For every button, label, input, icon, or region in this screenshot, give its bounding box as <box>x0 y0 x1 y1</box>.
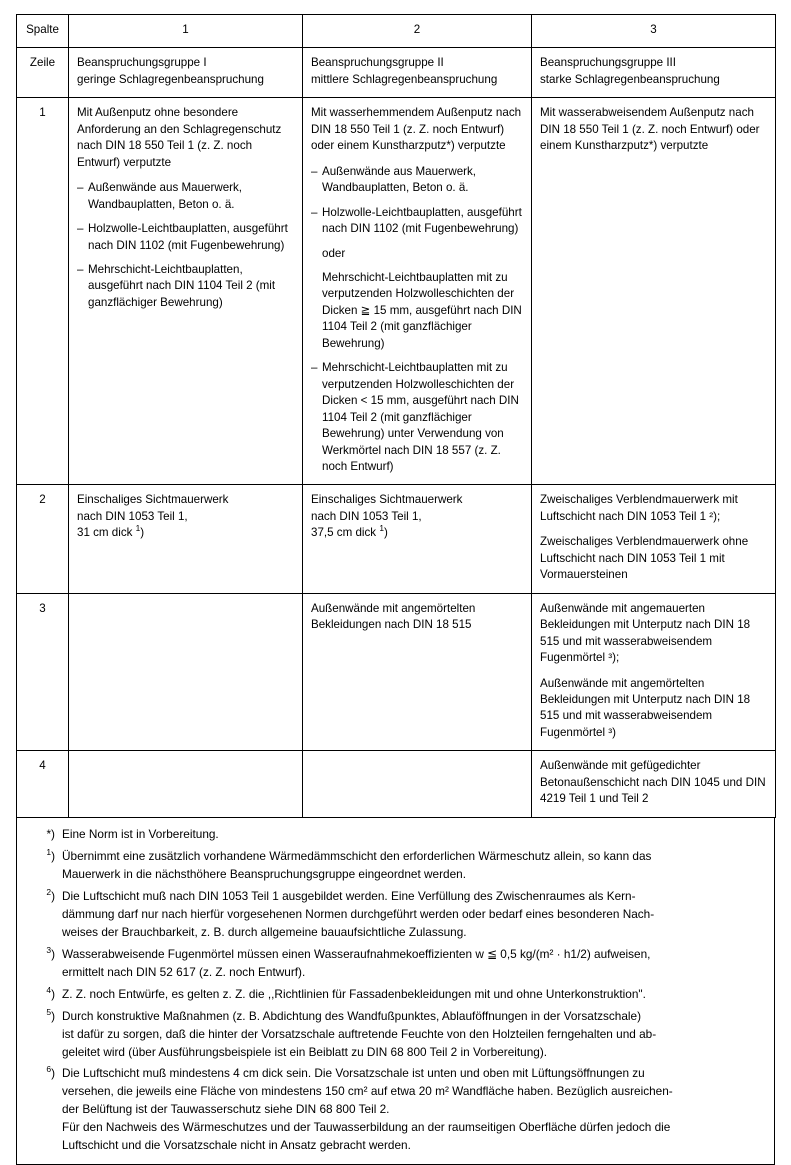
table-row <box>17 593 776 751</box>
footnote-line: Für den Nachweis des Wärmeschutzes und der Tauwasserbildung an der raumseitigen Oberfläche dürfen jedoch die <box>62 1120 671 1135</box>
row-1-col-1-list <box>77 180 294 311</box>
requirements-table <box>16 14 776 818</box>
footnote-marker: $^5$) <box>46 1006 55 1023</box>
row-2-col-3-a: Zweischaliges Verblendmauerwerk mit Luftschicht nach DIN 1053 Teil 1 ²); <box>540 493 738 523</box>
footnote-1 <box>29 848 762 883</box>
footnote-body <box>62 1008 762 1061</box>
row-label-4: 4 <box>17 751 69 817</box>
subheader-row-label: Zeile <box>17 48 69 98</box>
row-label-2: 2 <box>17 485 69 593</box>
list-item: – Holzwolle-Leichtbauplatten, ausgeführt nach DIN 1102 (mit Fugenbewehrung) <box>311 205 523 238</box>
row-2-col-2-thickness: 37,5 cm dick <box>311 526 380 540</box>
list-item: – Außenwände aus Mauerwerk, Wandbauplatten, Beton o. ä. <box>311 164 523 197</box>
subheader-group-2-line1: Beanspruchungsgruppe II <box>311 56 444 70</box>
footnote-marker-sup: 3 <box>46 944 52 955</box>
table-row <box>17 751 776 817</box>
row-label-1: 1 <box>17 98 69 485</box>
row-label-3: 3 <box>17 593 69 751</box>
list-item: – Außenwände aus Mauerwerk, Wandbauplatten, Beton o. ä. <box>77 180 294 213</box>
footnote-body <box>62 848 762 883</box>
footnote-line: Luftschicht und die Vorsatzschale nicht in Ansatz gebracht werden. <box>62 1138 411 1153</box>
row-2-col-2-line3: 37,5 cm dick $^1$) <box>311 523 388 540</box>
row-3-col-1 <box>69 593 303 751</box>
row-1-col-3 <box>532 98 776 485</box>
subheader-group-1-line1: Beanspruchungsgruppe I <box>77 56 207 70</box>
table-row <box>17 485 776 593</box>
footnote-line: Die Luftschicht muß mindestens 4 cm dick sein. Die Vorsatzschale ist unten und oben mit Lüftungsöffnungen zu <box>62 1066 645 1081</box>
row-3-col-3-b: Außenwände mit angemörtelten Bekleidungen mit Unterputz nach DIN 18 515 und mit wasserabweisendem Fugenmörtel ³) <box>540 676 751 739</box>
list-item-oder: oder <box>322 246 346 260</box>
footnote-body <box>62 826 762 843</box>
footnote-marker-sup: 4 <box>46 984 52 995</box>
subheader-group-3-line2: starke Schlagregenbeanspruchung <box>540 72 720 86</box>
row-3-col-3 <box>532 593 776 751</box>
row-2-col-1 <box>69 485 303 593</box>
table-subheader-row <box>17 48 776 98</box>
footnote-4 <box>29 986 762 1003</box>
subheader-group-2-line2: mittlere Schlagregenbeanspruchung <box>311 72 498 86</box>
row-3-col-2 <box>303 593 532 751</box>
subheader-group-3 <box>532 48 776 98</box>
footnote-body <box>62 1065 762 1154</box>
footnote-marker-sup: 2 <box>46 886 52 897</box>
row-1-col-1-intro: Mit Außenputz ohne besondere Anforderung an den Schlagregenschutz nach DIN 18 550 Teil 1 (z. Z. noch Entwurf) verputzte <box>77 106 282 169</box>
row-1-col-1 <box>69 98 303 485</box>
list-item: Mehrschicht-Leichtbauplatten mit zu verputzenden Holzwolleschichten der Dicken ≧ 15 mm, ausgeführt nach DIN 1104 Teil 2 (mit ganzflächiger Bewehrung) <box>322 270 522 350</box>
footnote-line: Durch konstruktive Maßnahmen (z. B. Abdichtung des Wandfußpunktes, Ablauföffnungen in der Vorsatzschale) <box>62 1008 642 1023</box>
footnote-marker: $^2$) <box>46 886 55 903</box>
footnote-ref-1: 1 <box>135 523 141 534</box>
subheader-group-2 <box>303 48 532 98</box>
footnote-line: weises der Brauchbarkeit, z. B. durch allgemeine bauaufsichtliche Zulassung. <box>62 924 467 939</box>
footnote-marker-sup: 6 <box>46 1064 52 1075</box>
footnote-3 <box>29 946 762 981</box>
footnote-line: Z. Z. noch Entwürfe, es gelten z. Z. die ,,Richtlinien für Fassadenbekleidungen mit und ohne Unterkonstruktion". <box>62 986 646 1001</box>
subheader-group-1 <box>69 48 303 98</box>
footnote-6 <box>29 1065 762 1154</box>
row-2-col-2 <box>303 485 532 593</box>
footnote-line: Die Luftschicht muß nach DIN 1053 Teil 1 ausgebildet werden. Eine Verfüllung des Zwischenraumes als Kern- <box>62 888 636 903</box>
table-row <box>17 98 776 485</box>
footnote-line: ermittelt nach DIN 52 617 (z. Z. noch Entwurf). <box>62 964 306 979</box>
row-2-col-2-line2: nach DIN 1053 Teil 1, <box>311 509 422 523</box>
header-col-1: 1 <box>69 15 303 48</box>
list-item: – Holzwolle-Leichtbauplatten, ausgeführt nach DIN 1102 (mit Fugenbewehrung) <box>77 221 294 254</box>
footnote-line: Mauerwerk in die nächsthöhere Beanspruchungsgruppe eingeordnet werden. <box>62 866 466 881</box>
table-header-row <box>17 15 776 48</box>
footnote-asterisk <box>29 826 762 843</box>
row-2-col-3 <box>532 485 776 593</box>
footnote-line: dämmung darf nur nach hierfür vorgesehenen Normen durchgeführt werden oder bedarf eines besonderen Nach- <box>62 906 655 921</box>
footnote-line: Übernimmt eine zusätzlich vorhandene Wärmedämmschicht den erforderlichen Wärmeschutz allein, so kann das <box>62 848 652 863</box>
footnote-marker-sup: 1 <box>46 846 52 857</box>
footnote-marker: $^4$) <box>46 984 55 1001</box>
footnote-line: der Belüftung ist der Tauwasserschutz siehe DIN 68 800 Teil 2. <box>62 1102 390 1117</box>
header-column-label: Spalte <box>17 15 69 48</box>
footnote-body <box>62 888 762 941</box>
row-4-col-3 <box>532 751 776 817</box>
footnote-line: Eine Norm ist in Vorbereitung. <box>62 826 219 841</box>
row-2-col-1-line1: Einschaliges Sichtmauerwerk <box>77 493 229 507</box>
subheader-group-1-line2: geringe Schlagregenbeanspruchung <box>77 72 264 86</box>
footnote-line: versehen, die jeweils eine Fläche von mindestens 150 cm² auf etwa 20 m² Wandfläche haben. Bezüglich ausreichen- <box>62 1084 673 1099</box>
list-item: – Mehrschicht-Leichtbauplatten, ausgeführt nach DIN 1104 Teil 2 (mit ganzflächiger Bewehrung) <box>77 262 294 311</box>
footnote-line: ist dafür zu sorgen, daß die hinter der Vorsatzschale auftretende Feuchte von den Holzteilen ferngehalten und ab- <box>62 1026 657 1041</box>
row-4-col-3-text: Außenwände mit gefügedichter Betonaußenschicht nach DIN 1045 und DIN 4219 Teil 1 und Teil 2 <box>540 759 766 806</box>
footnote-marker: $^1$) <box>46 846 55 863</box>
row-1-col-2-list <box>311 164 523 476</box>
row-3-col-2-text: Außenwände mit angemörtelten Bekleidungen nach DIN 18 515 <box>311 601 476 632</box>
footnote-line: geleitet wird (über Ausführungsbeispiele ist ein Beiblatt zu DIN 68 800 Teil 2 in Vorbereitung). <box>62 1044 548 1059</box>
list-item: – Mehrschicht-Leichtbauplatten mit zu verputzenden Holzwolleschichten der Dicken < 15 mm, ausgeführt nach DIN 1104 Teil 2 (mit ganzflächiger Bewehrung) unter Verwendung von Werkmörtel nach DIN 18 557 (z. Z. noch Entwurf) <box>311 360 523 475</box>
footnote-ref-1: 1 <box>379 523 384 534</box>
footnote-body <box>62 946 762 981</box>
footnote-marker: *) <box>46 826 55 841</box>
footnote-2 <box>29 888 762 941</box>
subheader-group-3-line1: Beanspruchungsgruppe III <box>540 56 677 70</box>
row-2-col-1-line3: 31 cm dick $^1$) <box>77 523 145 540</box>
row-1-col-2-intro: Mit wasserhemmendem Außenputz nach DIN 18 550 Teil 1 (z. Z. noch Entwurf) oder einem Kunstharzputz*) verputzte <box>311 106 522 153</box>
header-col-2: 2 <box>303 15 532 48</box>
footnote-marker: $^3$) <box>46 944 55 961</box>
row-4-col-2 <box>303 751 532 817</box>
footnote-body <box>62 986 762 1003</box>
row-2-col-1-line2: nach DIN 1053 Teil 1, <box>77 509 188 523</box>
footnote-line: Wasserabweisende Fugenmörtel müssen einen Wasseraufnahmekoeffizienten w ≦ 0,5 kg/(m² · h1/2) aufweisen, <box>62 946 651 961</box>
header-col-3: 3 <box>532 15 776 48</box>
row-2-col-3-b: Zweischaliges Verblendmauerwerk ohne Luftschicht nach DIN 1053 Teil 1 mit Vormauersteinen <box>540 535 749 582</box>
row-2-col-2-line1: Einschaliges Sichtmauerwerk <box>311 493 463 507</box>
footnote-marker: $^6$) <box>46 1064 55 1081</box>
row-1-col-2 <box>303 98 532 485</box>
row-2-col-1-thickness: 31 cm dick <box>77 526 136 540</box>
row-4-col-1 <box>69 751 303 817</box>
footnote-5 <box>29 1008 762 1061</box>
row-1-col-3-intro: Mit wasserabweisendem Außenputz nach DIN 18 550 Teil 1 (z. Z. noch Entwurf) oder einem Kunstharzputz*) verputzte <box>540 106 760 153</box>
row-3-col-3-a: Außenwände mit angemauerten Bekleidungen mit Unterputz nach DIN 18 515 und mit wasserabweisendem Fugenmörtel ³); <box>540 601 751 665</box>
footnote-marker-sup: 5 <box>46 1006 52 1017</box>
footnotes-block <box>16 818 775 1165</box>
